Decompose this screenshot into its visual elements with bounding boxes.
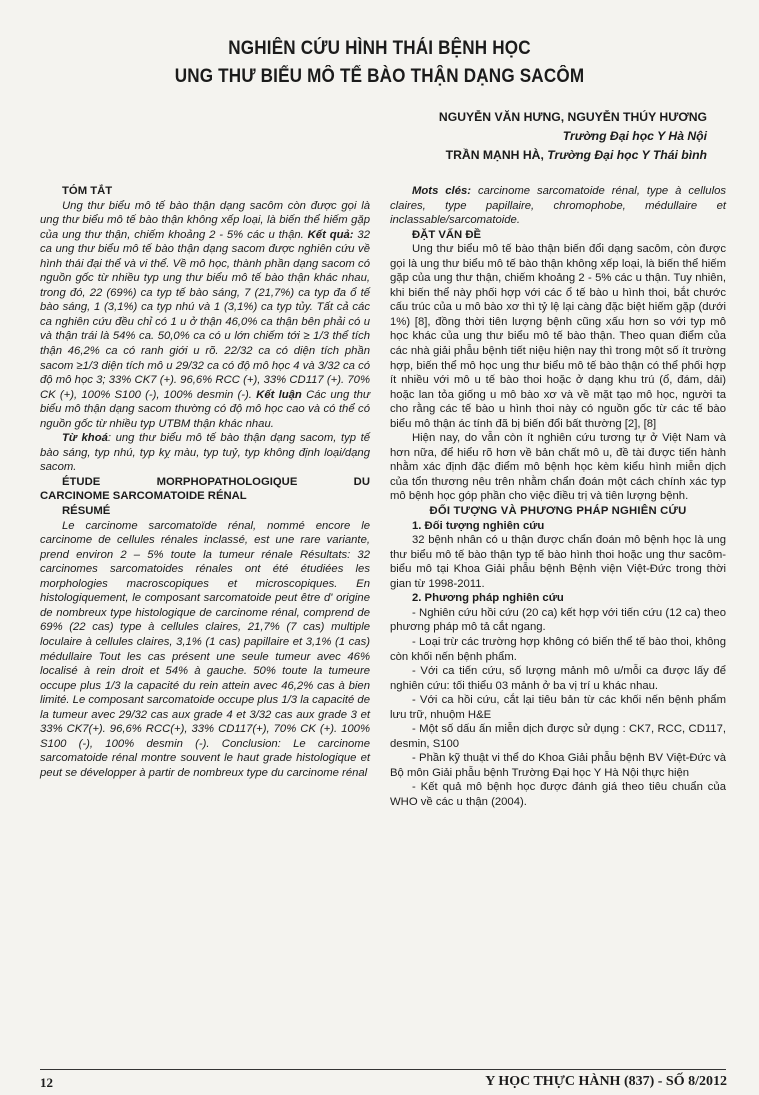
method-item: - Phần kỹ thuật vi thể do Khoa Giải phẫu bệnh BV Việt-Đức và Bộ môn Giải phẫu bệnh Trường Đại học Y Hà Nội thực hiện bbox=[390, 752, 726, 779]
french-title-word: ÉTUDE bbox=[62, 475, 101, 488]
author-name-3: TRẦN MẠNH HÀ, bbox=[445, 148, 544, 162]
left-column bbox=[40, 184, 370, 780]
method-item: - Kết quả mô bệnh học được đánh giá theo tiêu chuẩn của WHO về các u thận (2004). bbox=[390, 781, 726, 808]
methods-heading: ĐỐI TƯỢNG VÀ PHƯƠNG PHÁP NGHIÊN CỨU bbox=[429, 505, 687, 518]
french-title-line-2: CARCINOME SARCOMATOIDE RÉNAL bbox=[40, 490, 247, 503]
result-label: Kết quả: bbox=[307, 228, 354, 241]
resume-heading: RÉSUMÉ bbox=[62, 505, 111, 518]
intro-paragraph-2: Hiện nay, do vẫn còn ít nghiên cứu tương tự ở Việt Nam và hơn nữa, để hiểu rõ hơn về bản chất mô u, đề tài được tiến hành nhằm xác định đặc điểm mô bệnh học kèm kiểu hình miễn dịch của tổn thương nêu trên nhằm chẩn đoán một cách chính xác typ mô bệnh học góp phần cho việc điều trị và tiên lượng bệnh. bbox=[390, 432, 726, 503]
article-title-line-2: UNG THƯ BIỂU MÔ TẾ BÀO THẬN DẠNG SACÔM bbox=[174, 66, 585, 87]
footer-rule bbox=[40, 1069, 726, 1070]
french-title-word: MORPHOPATHOLOGIQUE bbox=[156, 475, 298, 488]
author-block bbox=[439, 108, 707, 165]
intro-paragraph-1: Ung thư biểu mô tế bào thận biến đổi dạng sacôm, còn được gọi là ung thư biểu mô tế bào thận không xếp loại, là biến thể hiếm gặp của ung thư thận, chiếm khoảng 2 - 5% các u thận. Tuy nhiên, khi biến thể này phối hợp với các ổ tế bào u hình thoi, bắt chước cấu trúc của u mô bào xơ thì tỷ lệ lại càng đặc biệt hiếm gặp (dưới 1%) [8], đồng thời tiên lượng bệnh cũng xấu hơn so với typ mô học khác của ung thư biểu mô tế bào thận. Theo quan điểm của các nhà giải phẫu bệnh tiết niệu hiện nay thì trong một số ít trường hợp, biến thể mô học ung thư biểu mô tế bào thận có thể phối hợp ít nhiều với mô u tế bào thoi hoặc ở dạng khu trú (ổ, đám, dải) hoặc lan tỏa giống u mô bào xơ và về mặt tạo mô học, người ta cho rằng các tế bào u hình thoi này có nguồn gốc từ các tế bào biểu mô thận ác tính đã bị biến đổi bất thường [2], [8] bbox=[390, 243, 726, 430]
conclusion-label: Kết luận bbox=[256, 388, 302, 401]
mots-cles bbox=[390, 184, 726, 228]
subjects-heading: 1. Đối tượng nghiên cứu bbox=[412, 519, 545, 532]
summary-results: 32 ca ung thư biểu mô tế bào thận dạng sacom được nghiên cứu về hình thái đại thể và vi thể. Về mô học, thành phần dạng sacom có nguồn gốc từ nhiều typ ung thư biểu mô tế bào thận khác nhau, trong đó, 22 (69%) ca typ tế bào sáng, 7 (21,7%) ca typ đa ổ tế bào sáng, 1 (3,1%) ca typ nhú và 1 (3,1%) ca typ tủy. Tất cả các ca nghiên cứu đều chỉ có 1 u ở thận 46,0% ca thận bên phải có u và thận trái là 54% ca. 50,0% ca có u lớn chiếm tới ≥ 1/3 thể tích thận 46,2% ca có ranh giới u rõ. 22/32 ca có diện tích phần sacom ≥1/3 diện tích mô u 29/32 ca có độ mô học 4 và 3/32 ca có độ mô học 3; 33% CK7 (+). 96,6% RCC (+), 33% CD117 (+). 70% CK (+), 100% S100 (-), 100% desmin (-). bbox=[40, 228, 370, 401]
method-item: - Nghiên cứu hồi cứu (20 ca) kết hợp với tiến cứu (12 ca) theo phương pháp mô tả cắt ngang. bbox=[390, 606, 726, 634]
keywords-text: : ung thư biểu mô tế bào thận dạng sacom, typ tế bào sáng, typ nhú, typ kỵ màu, typ tuỷ, typ không định loại/dạng sacom. bbox=[40, 432, 370, 474]
summary-conclusion: Các ung thư biểu mô thận dạng sacom thường có độ mô học cao và có thể có nguồn gốc từ nhiều typ UTBM thận khác nhau. bbox=[40, 388, 371, 430]
methods-subheading: 2. Phương pháp nghiên cứu bbox=[412, 592, 564, 605]
resume-text: Le carcinome sarcomatoïde rénal, nommé encore le carcinome de cellules rénales inclassé, est une rare variante, prend environ 2 – 5% toute la tumeur rénale Résultats: 32 carcinomes sarcomatoides rénales ont été étudiées les morphologies macroscopiques et microscopiques. En histologiquement, le composant sarcomatoide peut être d' origine de nombreux type histologique de carcinome rénal, comprend de 69% (22 cas) type à cellules claires, 21,7% (7 cas) multiple loculaire à cellules claires, 3,1% (1 cas) papillaire et 3,1% (1 cas) médullaire Tout les cas présent une seule tumeur avec 46% localisé à rein droit et 54% à gauche. 50% toute la tumeure occupe plus 1/3 la capacité du rein attein avec 46,2% cas à bien limité. Le composant sarcomatoide occupe plus 1/3 la capacité de la tumeur avec 29/32 cas aux grade 4 et 3/32 cas aux grade 3 et 33% CK7(+). 96,6% RCC(+), 33% CD117(+), 70% CK (+). 100% S100 (-), 100% desmin (-). Conclusion: Le carcinome sarcomatoide rénal montre souvent le haut grade histologique et peut se développer à partir de nombreux type du carcinome rénal bbox=[40, 519, 370, 779]
method-item: - Loại trừ các trường hợp không có biến thể tế bào thoi, không còn khối nến bệnh phẩm. bbox=[390, 635, 726, 663]
mots-cles-text: carcinome sarcomatoide rénal, type à cellulos claires, type papillaire, chromophobe, médullaire et inclassable/sarcomatoide. bbox=[390, 185, 727, 227]
subjects-text: 32 bệnh nhân có u thận được chẩn đoán mô bệnh học là ung thư biểu mô tế bào thận typ tế bào hình thoi hoặc ung thư sacôm-biểu mô tại Khoa Giải phẫu bệnh Bệnh viện Việt-Đức trong thời gian từ 1998-2011. bbox=[390, 534, 726, 590]
right-column bbox=[390, 184, 726, 810]
method-item: - Một số dấu ấn miễn dịch được sử dụng : CK7, RCC, CD117, desmin, S100 bbox=[390, 723, 726, 750]
keywords-label: Từ khoá bbox=[62, 432, 108, 445]
keywords bbox=[40, 431, 370, 475]
method-item: - Với ca hồi cứu, cắt lại tiêu bản từ các khối nến bệnh phẩm lưu trữ, nhuộm H&E bbox=[390, 694, 726, 721]
author-affiliation-1: Trường Đại học Y Hà Nội bbox=[562, 129, 707, 143]
journal-footer: Y HỌC THỰC HÀNH (837) - SỐ 8/2012 bbox=[485, 1074, 727, 1089]
mots-cles-label: Mots clés: bbox=[412, 185, 472, 197]
french-title-line-1 bbox=[40, 475, 370, 490]
intro-heading: ĐẶT VẤN ĐỀ bbox=[412, 228, 482, 241]
page-number: 12 bbox=[40, 1075, 53, 1090]
author-names: NGUYỄN VĂN HƯNG, NGUYỄN THÚY HƯƠNG bbox=[438, 110, 707, 124]
summary-heading: TÓM TẮT bbox=[62, 185, 113, 197]
method-item: - Với ca tiến cứu, số lượng mảnh mô u/mỗi ca được lấy để nghiên cứu: tối thiểu 03 mảnh ở ba vị trí u khác nhau. bbox=[390, 665, 726, 692]
summary-intro: Ung thư biểu mô tế bào thận dạng sacôm còn được gọi là ung thư biểu mô tế bào thận không xếp loại, là biến thể hiếm gặp của ung thư thận, chiếm khoảng 2 - 5% các u thận. bbox=[40, 199, 370, 241]
summary-text bbox=[40, 199, 370, 432]
article-title-line-1: NGHIÊN CỨU HÌNH THÁI BỆNH HỌC bbox=[228, 38, 531, 59]
french-title-word: DU bbox=[353, 475, 370, 488]
author-affiliation-2: Trường Đại học Y Thái bình bbox=[547, 148, 707, 162]
